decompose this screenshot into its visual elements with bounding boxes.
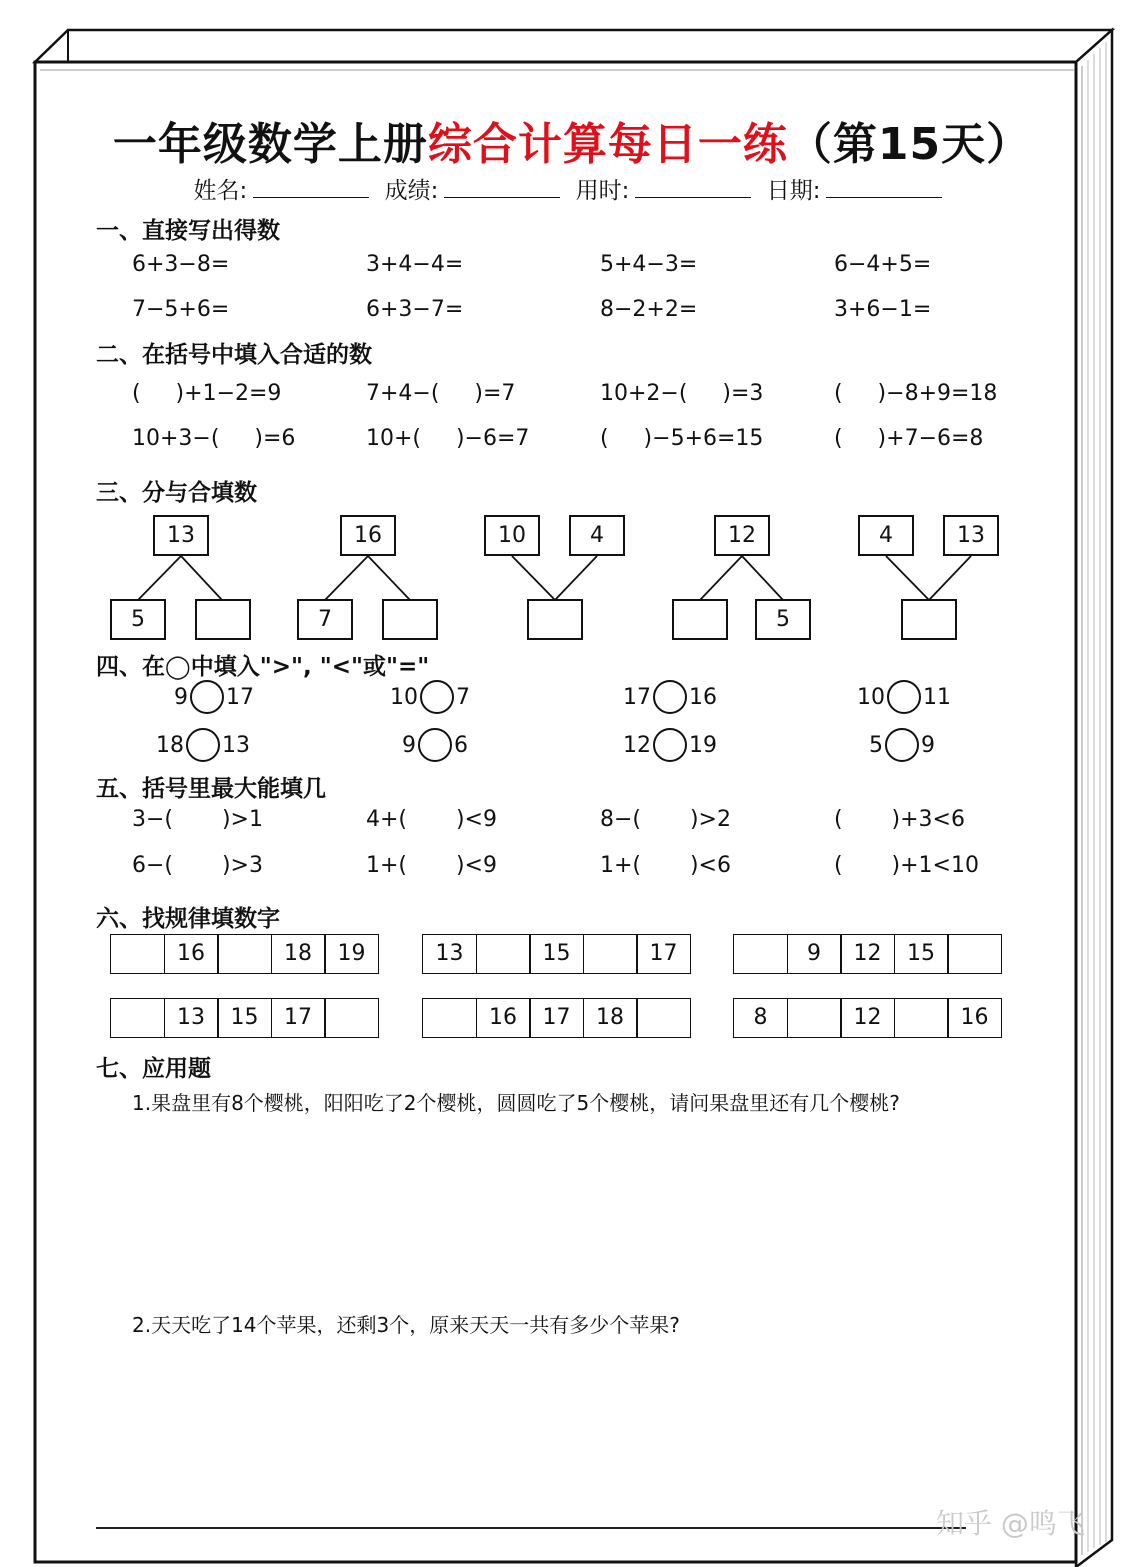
direct-problem: 6+3−7= — [366, 297, 464, 322]
direct-problem: 3+6−1= — [834, 297, 932, 322]
sequence-cell[interactable]: 9 — [787, 934, 842, 974]
title-prefix: 一年级数学上册 — [112, 119, 428, 170]
section-1-heading: 一、直接写出得数 — [96, 218, 280, 244]
sequence-cell[interactable]: 12 — [840, 998, 895, 1038]
compare-circle[interactable] — [186, 728, 220, 762]
sequence-row — [422, 998, 691, 1038]
section-2-heading: 二、在括号中填入合适的数 — [96, 342, 372, 368]
sequence-row — [422, 934, 691, 974]
compare-circle[interactable] — [418, 728, 452, 762]
maxfill-problem: 6−( )>3 — [132, 853, 263, 878]
maxfill-problem: 8−( )>2 — [600, 807, 731, 832]
application-problem-1: 1.果盘里有8个樱桃，阳阳吃了2个樱桃，圆圆吃了5个樱桃，请问果盘里还有几个樱桃? — [132, 1091, 900, 1115]
compare-item: 5 9 — [869, 728, 935, 762]
bracket-problem: ( )+7−6=8 — [834, 426, 984, 451]
compare-item: 18 13 — [156, 728, 250, 762]
bracket-problem: ( )−8+9=18 — [834, 381, 998, 406]
compare-circle[interactable] — [190, 680, 224, 714]
time-label: 用时: — [575, 178, 630, 204]
sequence-cell[interactable] — [476, 934, 531, 974]
compare-circle[interactable] — [653, 680, 687, 714]
sequence-cell[interactable] — [733, 934, 788, 974]
sequence-cell[interactable] — [894, 998, 949, 1038]
bracket-problem: ( )−5+6=15 — [600, 426, 764, 451]
direct-problem: 8−2+2= — [600, 297, 698, 322]
application-problem-2: 2.天天吃了14个苹果，还剩3个，原来天天一共有多少个苹果? — [132, 1313, 680, 1337]
sequence-cell[interactable]: 18 — [271, 934, 326, 974]
compare-item: 10 11 — [857, 680, 951, 714]
split-box[interactable] — [672, 599, 728, 640]
maxfill-problem: 3−( )>1 — [132, 807, 263, 832]
compare-circle[interactable] — [885, 728, 919, 762]
sequence-row — [110, 934, 379, 974]
compare-item: 12 19 — [623, 728, 717, 762]
sequence-cell[interactable]: 17 — [529, 998, 584, 1038]
maxfill-problem: ( )+1<10 — [834, 853, 979, 878]
split-box[interactable]: 5 — [755, 599, 811, 640]
section-6-heading: 六、找规律填数字 — [96, 906, 280, 932]
compare-item: 9 17 — [174, 680, 254, 714]
compare-item: 17 16 — [623, 680, 717, 714]
direct-problem: 6−4+5= — [834, 252, 932, 277]
split-connector-lines — [0, 0, 1144, 700]
split-box[interactable]: 4 — [569, 515, 625, 556]
compare-circle[interactable] — [420, 680, 454, 714]
sequence-row — [733, 998, 1002, 1038]
maxfill-problem: 1+( )<9 — [366, 853, 497, 878]
sequence-cell[interactable] — [324, 998, 379, 1038]
section-5-heading: 五、括号里最大能填几 — [96, 776, 326, 802]
sequence-cell[interactable]: 15 — [894, 934, 949, 974]
sequence-cell[interactable] — [787, 998, 842, 1038]
bracket-problem: 7+4−( )=7 — [366, 381, 516, 406]
compare-item: 9 6 — [402, 728, 468, 762]
split-box[interactable]: 16 — [340, 515, 396, 556]
maxfill-problem: 1+( )<6 — [600, 853, 731, 878]
split-box[interactable]: 4 — [858, 515, 914, 556]
sequence-cell[interactable] — [636, 998, 691, 1038]
sequence-cell[interactable] — [217, 934, 272, 974]
split-box[interactable]: 7 — [297, 599, 353, 640]
sequence-cell[interactable]: 15 — [217, 998, 272, 1038]
direct-problem: 7−5+6= — [132, 297, 230, 322]
direct-problem: 3+4−4= — [366, 252, 464, 277]
compare-item: 10 7 — [390, 680, 470, 714]
sequence-cell[interactable]: 13 — [422, 934, 477, 974]
title-suffix: （第15天） — [787, 119, 1032, 170]
direct-problem: 6+3−8= — [132, 252, 230, 277]
sequence-cell[interactable]: 13 — [164, 998, 219, 1038]
maxfill-problem: ( )+3<6 — [834, 807, 965, 832]
sequence-row — [733, 934, 1002, 974]
sequence-cell[interactable]: 18 — [583, 998, 638, 1038]
sequence-cell[interactable]: 16 — [947, 998, 1002, 1038]
split-box[interactable] — [382, 599, 438, 640]
split-box[interactable]: 13 — [153, 515, 209, 556]
compare-circle[interactable] — [653, 728, 687, 762]
split-box[interactable] — [527, 599, 583, 640]
sequence-cell[interactable] — [947, 934, 1002, 974]
sequence-cell[interactable]: 17 — [271, 998, 326, 1038]
bracket-problem: 10+( )−6=7 — [366, 426, 530, 451]
bottom-divider — [96, 1527, 966, 1529]
sequence-cell[interactable]: 19 — [324, 934, 379, 974]
split-box[interactable]: 5 — [110, 599, 166, 640]
compare-circle[interactable] — [887, 680, 921, 714]
bracket-problem: ( )+1−2=9 — [132, 381, 282, 406]
bracket-problem: 10+2−( )=3 — [600, 381, 764, 406]
maxfill-problem: 4+( )<9 — [366, 807, 497, 832]
section-3-heading: 三、分与合填数 — [96, 480, 257, 506]
sequence-cell[interactable] — [110, 998, 165, 1038]
direct-problem: 5+4−3= — [600, 252, 698, 277]
sequence-cell[interactable]: 12 — [840, 934, 895, 974]
split-box[interactable] — [195, 599, 251, 640]
sequence-cell[interactable] — [110, 934, 165, 974]
sequence-row — [110, 998, 379, 1038]
sequence-cell[interactable] — [583, 934, 638, 974]
title-highlight: 综合计算每日一练 — [427, 119, 788, 170]
split-box[interactable]: 13 — [943, 515, 999, 556]
sequence-cell[interactable]: 15 — [529, 934, 584, 974]
split-box[interactable]: 10 — [484, 515, 540, 556]
section-4-heading: 四、在◯中填入">", "<"或"=" — [96, 654, 430, 680]
sequence-cell[interactable] — [422, 998, 477, 1038]
split-box[interactable]: 12 — [714, 515, 770, 556]
score-label: 成绩: — [384, 178, 439, 204]
section-7-heading: 七、应用题 — [96, 1056, 211, 1082]
name-label: 姓名: — [193, 178, 248, 204]
split-box[interactable] — [901, 599, 957, 640]
sequence-cell[interactable]: 17 — [636, 934, 691, 974]
date-label: 日期: — [766, 178, 821, 204]
sequence-cell[interactable]: 16 — [164, 934, 219, 974]
sequence-cell[interactable]: 8 — [733, 998, 788, 1038]
watermark: 知乎 @鸣飞 — [936, 1507, 1085, 1540]
bracket-problem: 10+3−( )=6 — [132, 426, 296, 451]
sequence-cell[interactable]: 16 — [476, 998, 531, 1038]
